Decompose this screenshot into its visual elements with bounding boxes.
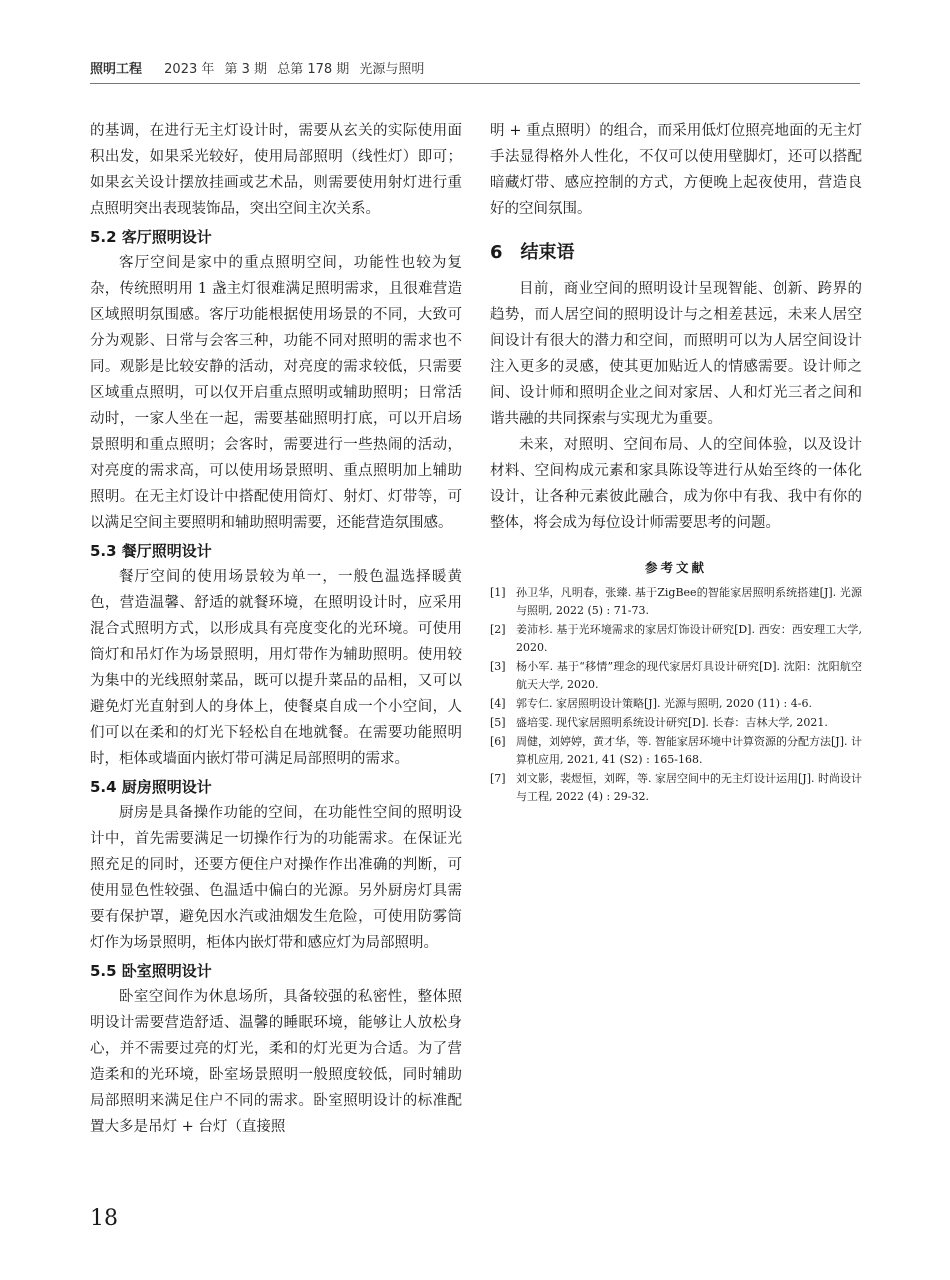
intro-paragraph: 的基调，在进行无主灯设计时，需要从玄关的实际使用面积出发，如果采光较好，使用局部照明（线性灯）即可；如果玄关设计摆放挂画或艺术品，则需要使用射灯进行重点照明突出表现装饰品，突出空间主次关系。 bbox=[90, 123, 462, 217]
references-heading: 参考文献 bbox=[644, 560, 707, 575]
conclusion-paragraph-1: 目前，商业空间的照明设计呈现智能、创新、跨界的趋势，而人居空间的照明设计与之相差甚远，未来人居空间设计有很大的潜力和空间，而照明可以为人居空间设计注入更多的灵感，使其更加贴近人的情感需要。设计师之间、设计师和照明企业之间对家居、人和灯光三者之间和谐共融的共同探索与实现尤为重要。 bbox=[490, 281, 862, 427]
reference-item bbox=[490, 695, 862, 713]
column-name: 光源与照明 bbox=[359, 62, 425, 77]
reference-item bbox=[490, 770, 862, 806]
reference-number: [3] bbox=[490, 660, 506, 673]
reference-text: 姜沛杉. 基于光环境需求的家居灯饰设计研究[D]. 西安：西安理工大学, 2020. bbox=[516, 623, 862, 654]
reference-text: 郭专仁. 家居照明设计策略[J]. 光源与照明, 2020 (11) : 4-6. bbox=[516, 697, 812, 710]
conclusion-paragraph-2: 未来，对照明、空间布局、人的空间体验，以及设计材料、空间构成元素和家具陈设等进行从始至终的一体化设计，让各种元素彼此融合，成为你中有我、我中有你的整体，将会成为每位设计师需要思考的问题。 bbox=[490, 437, 862, 531]
section-6-heading: 6 结束语 bbox=[490, 242, 575, 263]
page-number: 18 bbox=[90, 1206, 118, 1231]
section-5-3-paragraph: 餐厅空间的使用场景较为单一，一般色温选择暖黄色，营造温馨、舒适的就餐环境，在照明设计时，应采用混合式照明方式，以形成具有亮度变化的光环境。可使用筒灯和吊灯作为场景照明，用灯带作为辅助照明。使用较为集中的光线照射菜品，既可以提升菜品的品相，又可以避免灯光直射到人的身体上，使餐桌自成一个小空间，人们可以在柔和的灯光下轻松自在地就餐。在需要功能照明时，柜体或墙面内嵌灯带可满足局部照明的需求。 bbox=[90, 569, 462, 767]
reference-text: 盛培雯. 现代家居照明系统设计研究[D]. 长春：吉林大学, 2021. bbox=[516, 716, 828, 729]
reference-number: [7] bbox=[490, 772, 506, 785]
reference-text: 刘文影，裴煜恒，刘晖，等. 家居空间中的无主灯设计运用[J]. 时尚设计与工程, 2022 (4) : 29-32. bbox=[516, 772, 862, 803]
section-5-2-paragraph: 客厅空间是家中的重点照明空间，功能性也较为复杂，传统照明用 1 盏主灯很难满足照明需求，且很难营造区域照明氛围感。客厅功能根据使用场景的不同，大致可分为观影、日常与会客三种，功能不同对照明的需求也不同。观影是比较安静的活动，对亮度的需求较低，只需要区域重点照明，可以仅开启重点照明或辅助照明；日常活动时，一家人坐在一起，需要基础照明打底，可以开启场景照明和重点照明；会客时，需要进行一些热闹的活动，对亮度的需求高，可以使用场景照明、重点照明加上辅助照明。在无主灯设计中搭配使用筒灯、射灯、灯带等，可以满足空间主要照明和辅助照明需要，还能营造氛围感。 bbox=[90, 255, 462, 531]
running-header bbox=[90, 58, 860, 84]
section-5-5-paragraph: 卧室空间作为休息场所，具备较强的私密性，整体照明设计需要营造舒适、温馨的睡眠环境，能够让人放松身心，并不需要过亮的灯光，柔和的灯光更为合适。为了营造柔和的光环境，卧室场景照明一般照度较低，同时辅助局部照明来满足住户不同的需求。卧室照明设计的标准配置大多是吊灯 + 台灯（直接照 bbox=[90, 989, 462, 1135]
reference-item bbox=[490, 584, 862, 620]
reference-number: [5] bbox=[490, 716, 506, 729]
reference-number: [2] bbox=[490, 623, 506, 636]
reference-item bbox=[490, 733, 862, 769]
reference-item bbox=[490, 621, 862, 657]
section-5-3-heading: 5.3 餐厅照明设计 bbox=[90, 542, 212, 560]
section-5-5-heading: 5.5 卧室照明设计 bbox=[90, 962, 212, 980]
reference-number: [6] bbox=[490, 735, 506, 748]
reference-number: [1] bbox=[490, 586, 506, 599]
left-column bbox=[90, 118, 462, 1140]
reference-text: 周健，刘婷婷，黄才华，等. 智能家居环境中计算资源的分配方法[J]. 计算机应用, 2021, 41 (S2) : 165-168. bbox=[516, 735, 862, 766]
issue-number: 第 3 期 bbox=[224, 62, 268, 77]
section-5-4-paragraph: 厨房是具备操作功能的空间，在功能性空间的照明设计中，首先需要满足一切操作行为的功能需求。在保证光照充足的同时，还要方便住户对操作作出准确的判断，可使用显色性较强、色温适中偏白的光源。另外厨房灯具需要有保护罩，避免因水汽或油烟发生危险，可使用防雾筒灯作为场景照明，柜体内嵌灯带和感应灯为局部照明。 bbox=[90, 805, 462, 951]
reference-text: 杨小军. 基于“移情”理念的现代家居灯具设计研究[D]. 沈阳：沈阳航空航天大学, 2020. bbox=[516, 660, 862, 691]
reference-number: [4] bbox=[490, 697, 506, 710]
issue-year: 2023 年 bbox=[164, 62, 215, 77]
journal-name: 照明工程 bbox=[90, 62, 143, 77]
reference-item bbox=[490, 658, 862, 694]
reference-list bbox=[490, 584, 862, 806]
reference-text: 孙卫华，凡明春，张臻. 基于ZigBee的智能家居照明系统搭建[J]. 光源与照明, 2022 (5) : 71-73. bbox=[516, 586, 862, 617]
section-5-4-heading: 5.4 厨房照明设计 bbox=[90, 778, 212, 796]
section-5-2-heading: 5.2 客厅照明设计 bbox=[90, 228, 212, 246]
issue-total: 总第 178 期 bbox=[277, 62, 350, 77]
reference-item bbox=[490, 714, 862, 732]
continued-paragraph: 明 + 重点照明）的组合，而采用低灯位照亮地面的无主灯手法显得格外人性化，不仅可以使用壁脚灯，还可以搭配暗藏灯带、感应控制的方式，方便晚上起夜使用，营造良好的空间氛围。 bbox=[490, 123, 862, 217]
right-column bbox=[490, 118, 862, 807]
